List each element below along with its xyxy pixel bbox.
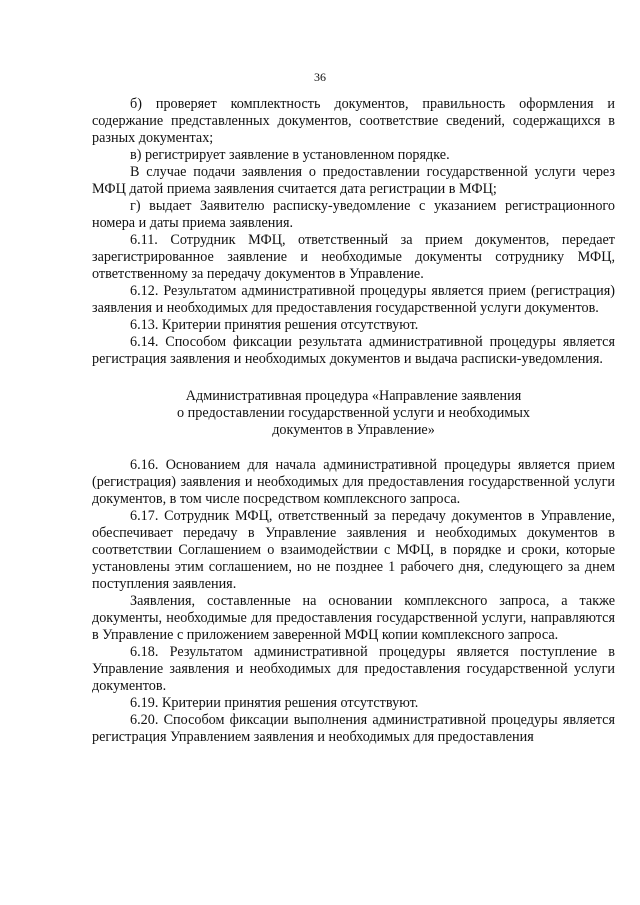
section-heading	[92, 388, 615, 439]
paragraph: 6.18. Результатом административной процедуры является поступление в Управление заявления и необходимых для предоставления государственной услуги документов.	[92, 644, 615, 694]
paragraph: 6.14. Способом фиксации результата административной процедуры является регистрация заявления и необходимых документов и выдача расписки-уведомления.	[92, 334, 615, 367]
paragraph: В случае подачи заявления о предоставлении государственной услуги через МФЦ датой приема заявления считается дата регистрации в МФЦ;	[92, 164, 615, 197]
paragraph: в) регистрирует заявление в установленном порядке.	[130, 147, 450, 163]
paragraph: 6.17. Сотрудник МФЦ, ответственный за передачу документов в Управление, обеспечивает передачу в Управление заявления и необходимых документов в соответствии Соглашением о взаимодействии с МФЦ, в порядке и сроки, которые установлены этим соглашением, но не позднее 1 рабочего дня, следующего за днем поступления заявления.	[92, 508, 615, 592]
paragraph: б) проверяет комплектность документов, правильность оформления и содержание представленных документов, соответствие сведений, содержащихся в разных документах;	[92, 96, 615, 146]
paragraph: 6.20. Способом фиксации выполнения административной процедуры является регистрация Управлением заявления и необходимых для предоставления	[92, 712, 615, 745]
paragraph: 6.19. Критерии принятия решения отсутствуют.	[130, 695, 419, 711]
paragraph: 6.13. Критерии принятия решения отсутствуют.	[130, 317, 419, 333]
paragraph: г) выдает Заявителю расписку-уведомление с указанием регистрационного номера и даты приема заявления.	[92, 198, 615, 231]
paragraph: 6.16. Основанием для начала административной процедуры является прием (регистрация) заявления и необходимых для предоставления государственной услуги документов, в том числе посредством комплексного запроса.	[92, 457, 615, 507]
paragraph: 6.12. Результатом административной процедуры является прием (регистрация) заявления и необходимых для предоставления государственной услуги документов.	[92, 283, 615, 316]
paragraph: Заявления, составленные на основании комплексного запроса, а также документы, необходимые для предоставления государственной услуги, направляются в Управление с приложением заверенной МФЦ копии комплексного запроса.	[92, 593, 615, 643]
heading-line: о предоставлении государственной услуги и необходимых	[177, 405, 530, 421]
document-body	[92, 96, 615, 746]
heading-line: документов в Управление»	[272, 422, 435, 438]
page-number: 36	[314, 70, 326, 84]
paragraph: 6.11. Сотрудник МФЦ, ответственный за прием документов, передает зарегистрированное заявление и необходимые документы сотруднику МФЦ, ответственному за передачу документов в Управление.	[92, 232, 615, 282]
heading-line: Административная процедура «Направление заявления	[185, 388, 522, 404]
